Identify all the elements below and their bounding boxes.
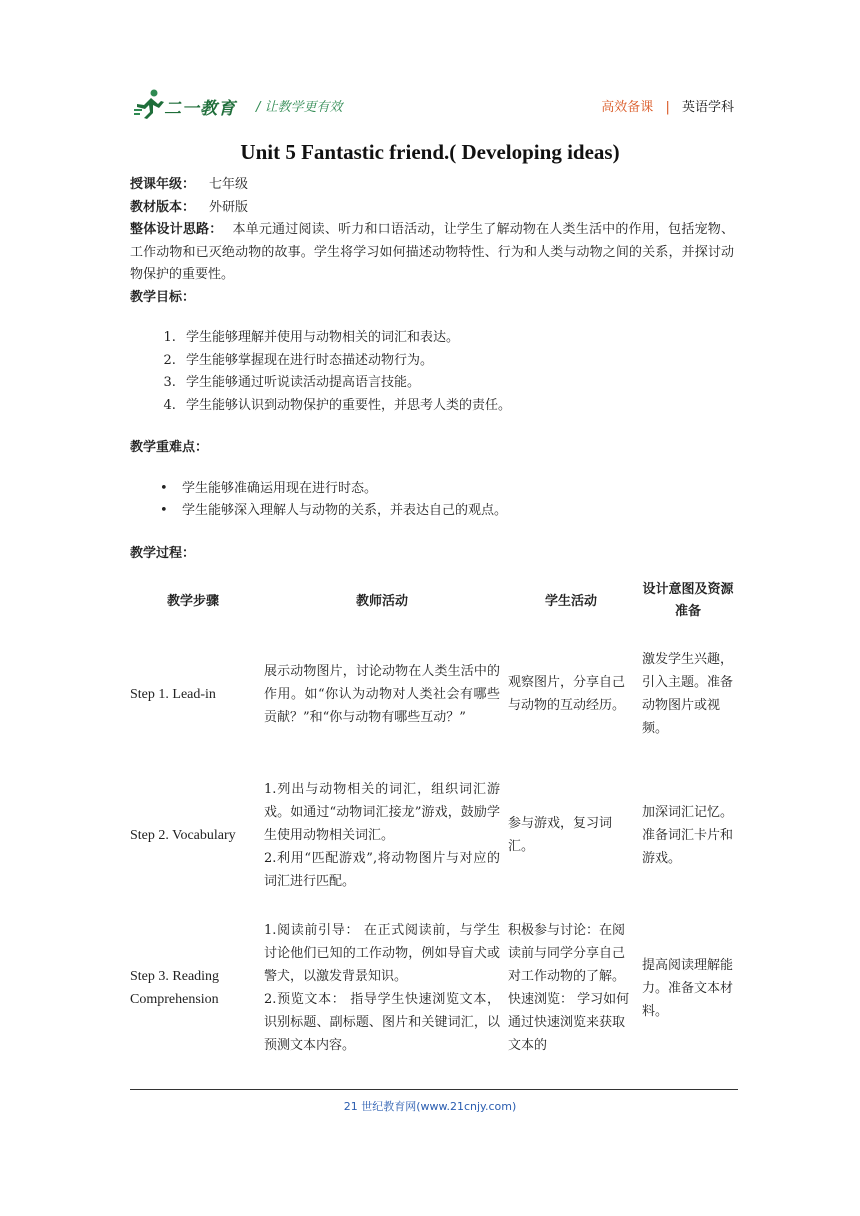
list-item: 1. 学生能够理解并使用与动物相关的词汇和表达。 [180, 327, 734, 350]
column-header: 教师活动 [355, 593, 408, 609]
grade-value: 七年级 [209, 177, 249, 192]
table-row [126, 908, 738, 1068]
student-cell: 参与游戏，复习词汇。 [508, 816, 613, 854]
goals-list [130, 327, 734, 417]
step-cell: Step 1. Lead-in [130, 686, 216, 702]
column-header: 设计意图及资源准备 [642, 582, 734, 619]
design-text: 本单元通过阅读、听力和口语活动，让学生了解动物在人类生活中的作用，包括宠物、工作动物和已灭绝动物的故事。学生将学习如何描述动物特性、行为和人类与动物之间的关系，并探讨动物保护的重要性。 [130, 222, 734, 282]
header-separator: | [665, 100, 670, 115]
keys-heading: 教学重难点： [130, 440, 209, 455]
edition-line [130, 197, 734, 220]
grade-line [130, 174, 734, 197]
edition-label: 教材版本： [130, 199, 196, 215]
keys-list [130, 478, 734, 523]
table-header-row [126, 576, 738, 626]
table-row [126, 626, 738, 762]
process-heading: 教学过程： [130, 545, 196, 561]
list-item: • 学生能够深入理解人与动物的关系，并表达自己的观点。 [160, 500, 734, 523]
footer-divider [130, 1089, 738, 1090]
header-right [601, 96, 734, 115]
logo-text: 二一教育 [164, 99, 236, 119]
student-cell: 观察图片，分享自己与动物的互动经历。 [508, 675, 626, 713]
purpose-cell: 激发学生兴趣，引入主题。准备动物图片或视频。 [642, 652, 734, 736]
list-item: 2. 学生能够掌握现在进行时态描述动物行为。 [180, 350, 734, 373]
list-item: 3. 学生能够通过听说读活动提高语言技能。 [180, 372, 734, 395]
column-header: 学生活动 [544, 593, 597, 609]
slogan: / 让教学更有效 [256, 100, 343, 115]
grade-label: 授课年级： [130, 177, 196, 192]
column-header: 教学步骤 [166, 593, 219, 609]
page-header [134, 86, 734, 126]
goals-heading: 教学目标： [130, 289, 196, 305]
list-item: • 学生能够准确运用现在进行时态。 [160, 478, 734, 501]
header-tag: 高效备课 [601, 100, 654, 115]
footer-link[interactable]: 21 世纪教育网(www.21cnjy.com) [343, 1100, 517, 1113]
header-subject: 英语学科 [681, 100, 734, 115]
design-label: 整体设计思路： [130, 222, 223, 237]
list-item: 4. 学生能够认识到动物保护的重要性，并思考人类的责任。 [180, 395, 734, 418]
table-row [126, 762, 738, 908]
teacher-cell: 1.阅读前引导： 在正式阅读前，与学生讨论他们已知的工作动物，例如导盲犬或警犬，以激发背景知识。 2.预览文本： 指导学生快速浏览文本，识别标题、副标题、图片和关键词汇，以预测文本内容。 [264, 923, 500, 1053]
process-table [126, 576, 738, 1068]
page-title: Unit 5 Fantastic friend.( Developing ideas) [240, 140, 620, 164]
teacher-cell: 1.列出与动物相关的词汇，组织词汇游戏。如通过“动物词汇接龙”游戏，鼓励学生使用动物相关词汇。 2.利用“匹配游戏”,将动物图片与对应的词汇进行匹配。 [264, 781, 500, 889]
purpose-cell: 加深词汇记忆。准备词汇卡片和游戏。 [642, 804, 734, 866]
logo [134, 88, 274, 122]
edition-value: 外研版 [209, 199, 249, 215]
design-paragraph [130, 219, 734, 287]
lesson-meta [130, 174, 734, 578]
purpose-cell: 提高阅读理解能力。准备文本材料。 [642, 957, 734, 1019]
student-cell: 积极参与讨论：在阅读前与同学分享自己对工作动物的了解。 快速浏览： 学习如何通过快速浏览来获取文本的 [508, 923, 630, 1053]
runner-logo-icon [134, 88, 168, 120]
step-cell: Step 3. Reading Comprehension [130, 969, 220, 1007]
step-cell: Step 2. Vocabulary [130, 827, 236, 843]
teacher-cell: 展示动物图片，讨论动物在人类生活中的作用。如“你认为动物对人类社会有哪些贡献？”和“你与动物有哪些互动？” [264, 663, 500, 725]
